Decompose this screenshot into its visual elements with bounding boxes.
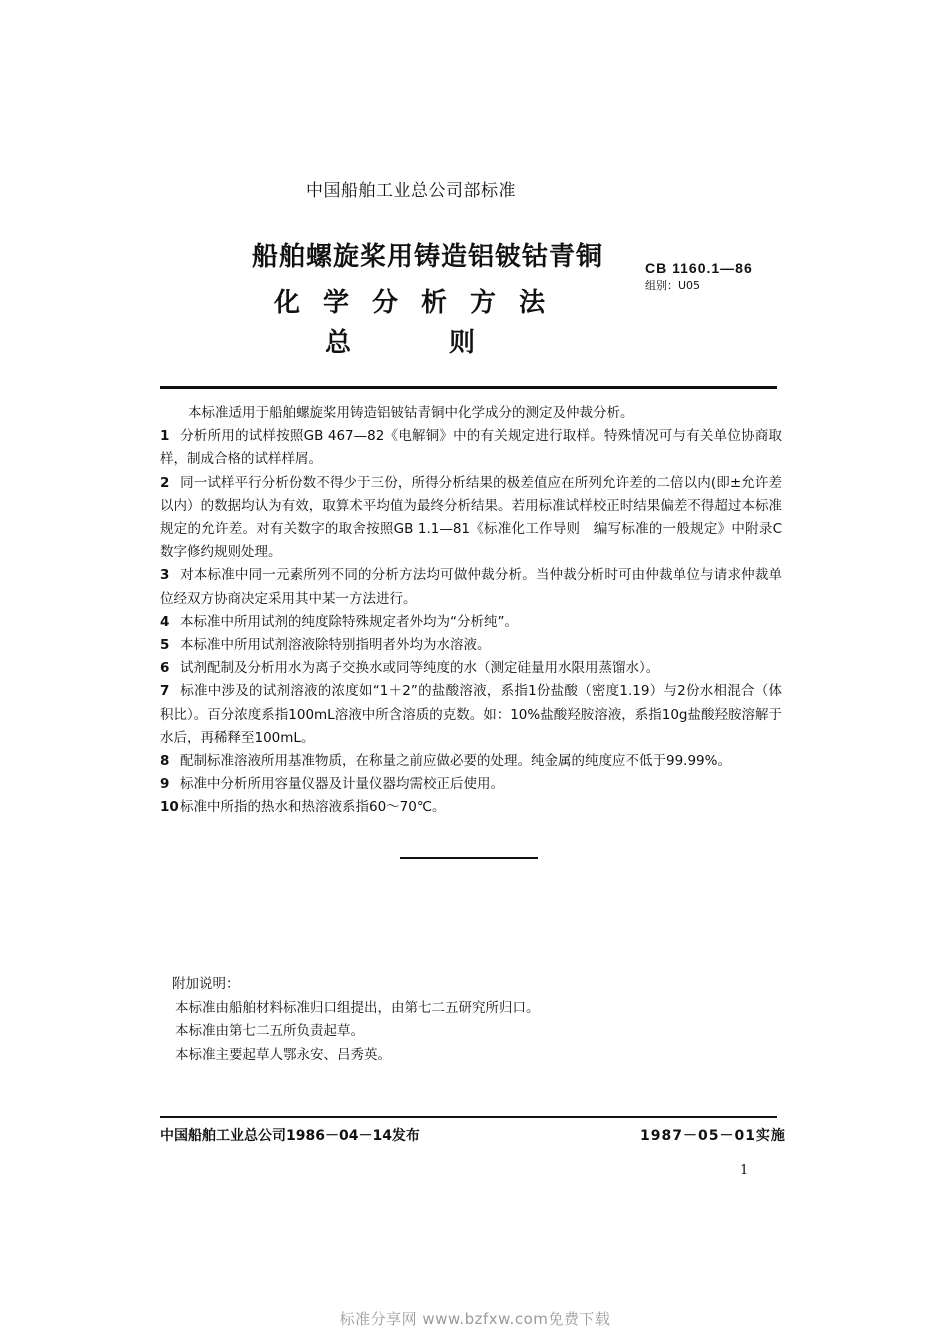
clause-8 [160,750,782,773]
clause-text: 配制标准溶液所用基准物质，在称量之前应做必要的处理。纯金属的纯度应不低于99.99%。 [180,753,731,770]
clause-text: 本标准中所用试剂的纯度除特殊规定者外均为“分析纯”。 [180,613,518,630]
clause-number: 3 [160,567,170,584]
end-of-text-divider [400,857,538,859]
note-line: 本标准由第七二五所负责起草。 [175,1023,364,1039]
clause-number: 2 [160,474,170,491]
effective-date: 1987－05－01实施 [640,1128,786,1144]
classification: 组别：U05 [645,279,701,292]
clause-text: 分析所用的试样按照GB 467—82《电解铜》中的有关规定进行取样。特殊情况可与有关单位协商取样，制成合格的试样样屑。 [160,428,782,468]
standard-code: CB 1160.1—86 [645,260,753,276]
footer-divider [160,1116,777,1118]
additional-notes [172,973,540,1067]
clause-text: 对本标准中同一元素所列不同的分析方法均可做仲裁分析。当仲裁分析时可由仲裁单位与请求仲裁单位经双方协商决定采用其中某一方法进行。 [160,567,782,607]
intro-paragraph: 本标准适用于船舶螺旋桨用铸造铝铍钴青铜中化学成分的测定及仲裁分析。 [188,405,634,421]
clause-number: 1 [160,428,170,445]
clause-2 [160,472,782,565]
clause-text: 试剂配制及分析用水为离子交换水或同等纯度的水（测定硅量用水限用蒸馏水）。 [180,660,660,677]
clause-number: 7 [160,683,170,700]
clause-text: 标准中所指的热水和热溶液系指60～70℃。 [180,799,446,816]
clause-10 [160,796,782,819]
clause-number: 10 [160,799,179,816]
clause-text: 本标准中所用试剂溶液除特别指明者外均为水溶液。 [180,637,491,654]
clause-number: 4 [160,613,170,630]
document-title-line1: 船舶螺旋桨用铸造铝铍钴青铜 [252,242,604,272]
clause-number: 9 [160,776,170,793]
notes-heading: 附加说明： [172,976,240,992]
clause-4 [160,611,782,634]
watermark-text: 标准分享网 www.bzfxw.com免费下载 [339,1310,611,1328]
clause-7 [160,680,782,750]
document-title-line3: 总则 [325,328,574,358]
clause-number: 8 [160,753,170,770]
top-divider [160,386,777,389]
issuing-organization: 中国船舶工业总公司部标准 [306,181,516,201]
document-title-line2: 化学分析方法 [274,288,569,318]
standard-body [160,402,782,820]
note-line: 本标准主要起草人鄂永安、吕秀英。 [175,1046,391,1063]
clause-text: 标准中涉及的试剂溶液的浓度如“1＋2”的盐酸溶液，系指1份盐酸（密度1.19）与2份水相混合（体积比）。百分浓度系指100mL溶液中所含溶质的克数。如：10%盐酸羟胺溶液，系指10g盐酸羟胺溶解于水后，再稀释至100mL。 [160,683,782,746]
publish-date: 中国船舶工业总公司1986－04－14发布 [160,1128,420,1144]
clause-text: 标准中分析所用容量仪器及计量仪器均需校正后使用。 [180,776,504,793]
note-line: 本标准由船舶材料标准归口组提出，由第七二五研究所归口。 [175,999,540,1016]
clause-number: 6 [160,660,170,677]
clause-number: 5 [160,637,170,654]
clause-5 [160,634,782,657]
clause-text: 同一试样平行分析份数不得少于三份，所得分析结果的极差值应在所列允许差的二倍以内(即±允许差以内）的数据均认为有效，取算术平均值为最终分析结果。若用标准试样校正时结果偏差不得超过本标准规定的允许差。对有关数字的取舍按照GB 1.1—81《标准化工作导则 编写标准的一般规定》中附录C数字修约规则处理。 [160,474,782,561]
page-number: 1 [740,1163,749,1178]
clause-6 [160,657,782,680]
clause-9 [160,773,782,796]
clause-3 [160,564,782,610]
clause-1 [160,425,782,471]
